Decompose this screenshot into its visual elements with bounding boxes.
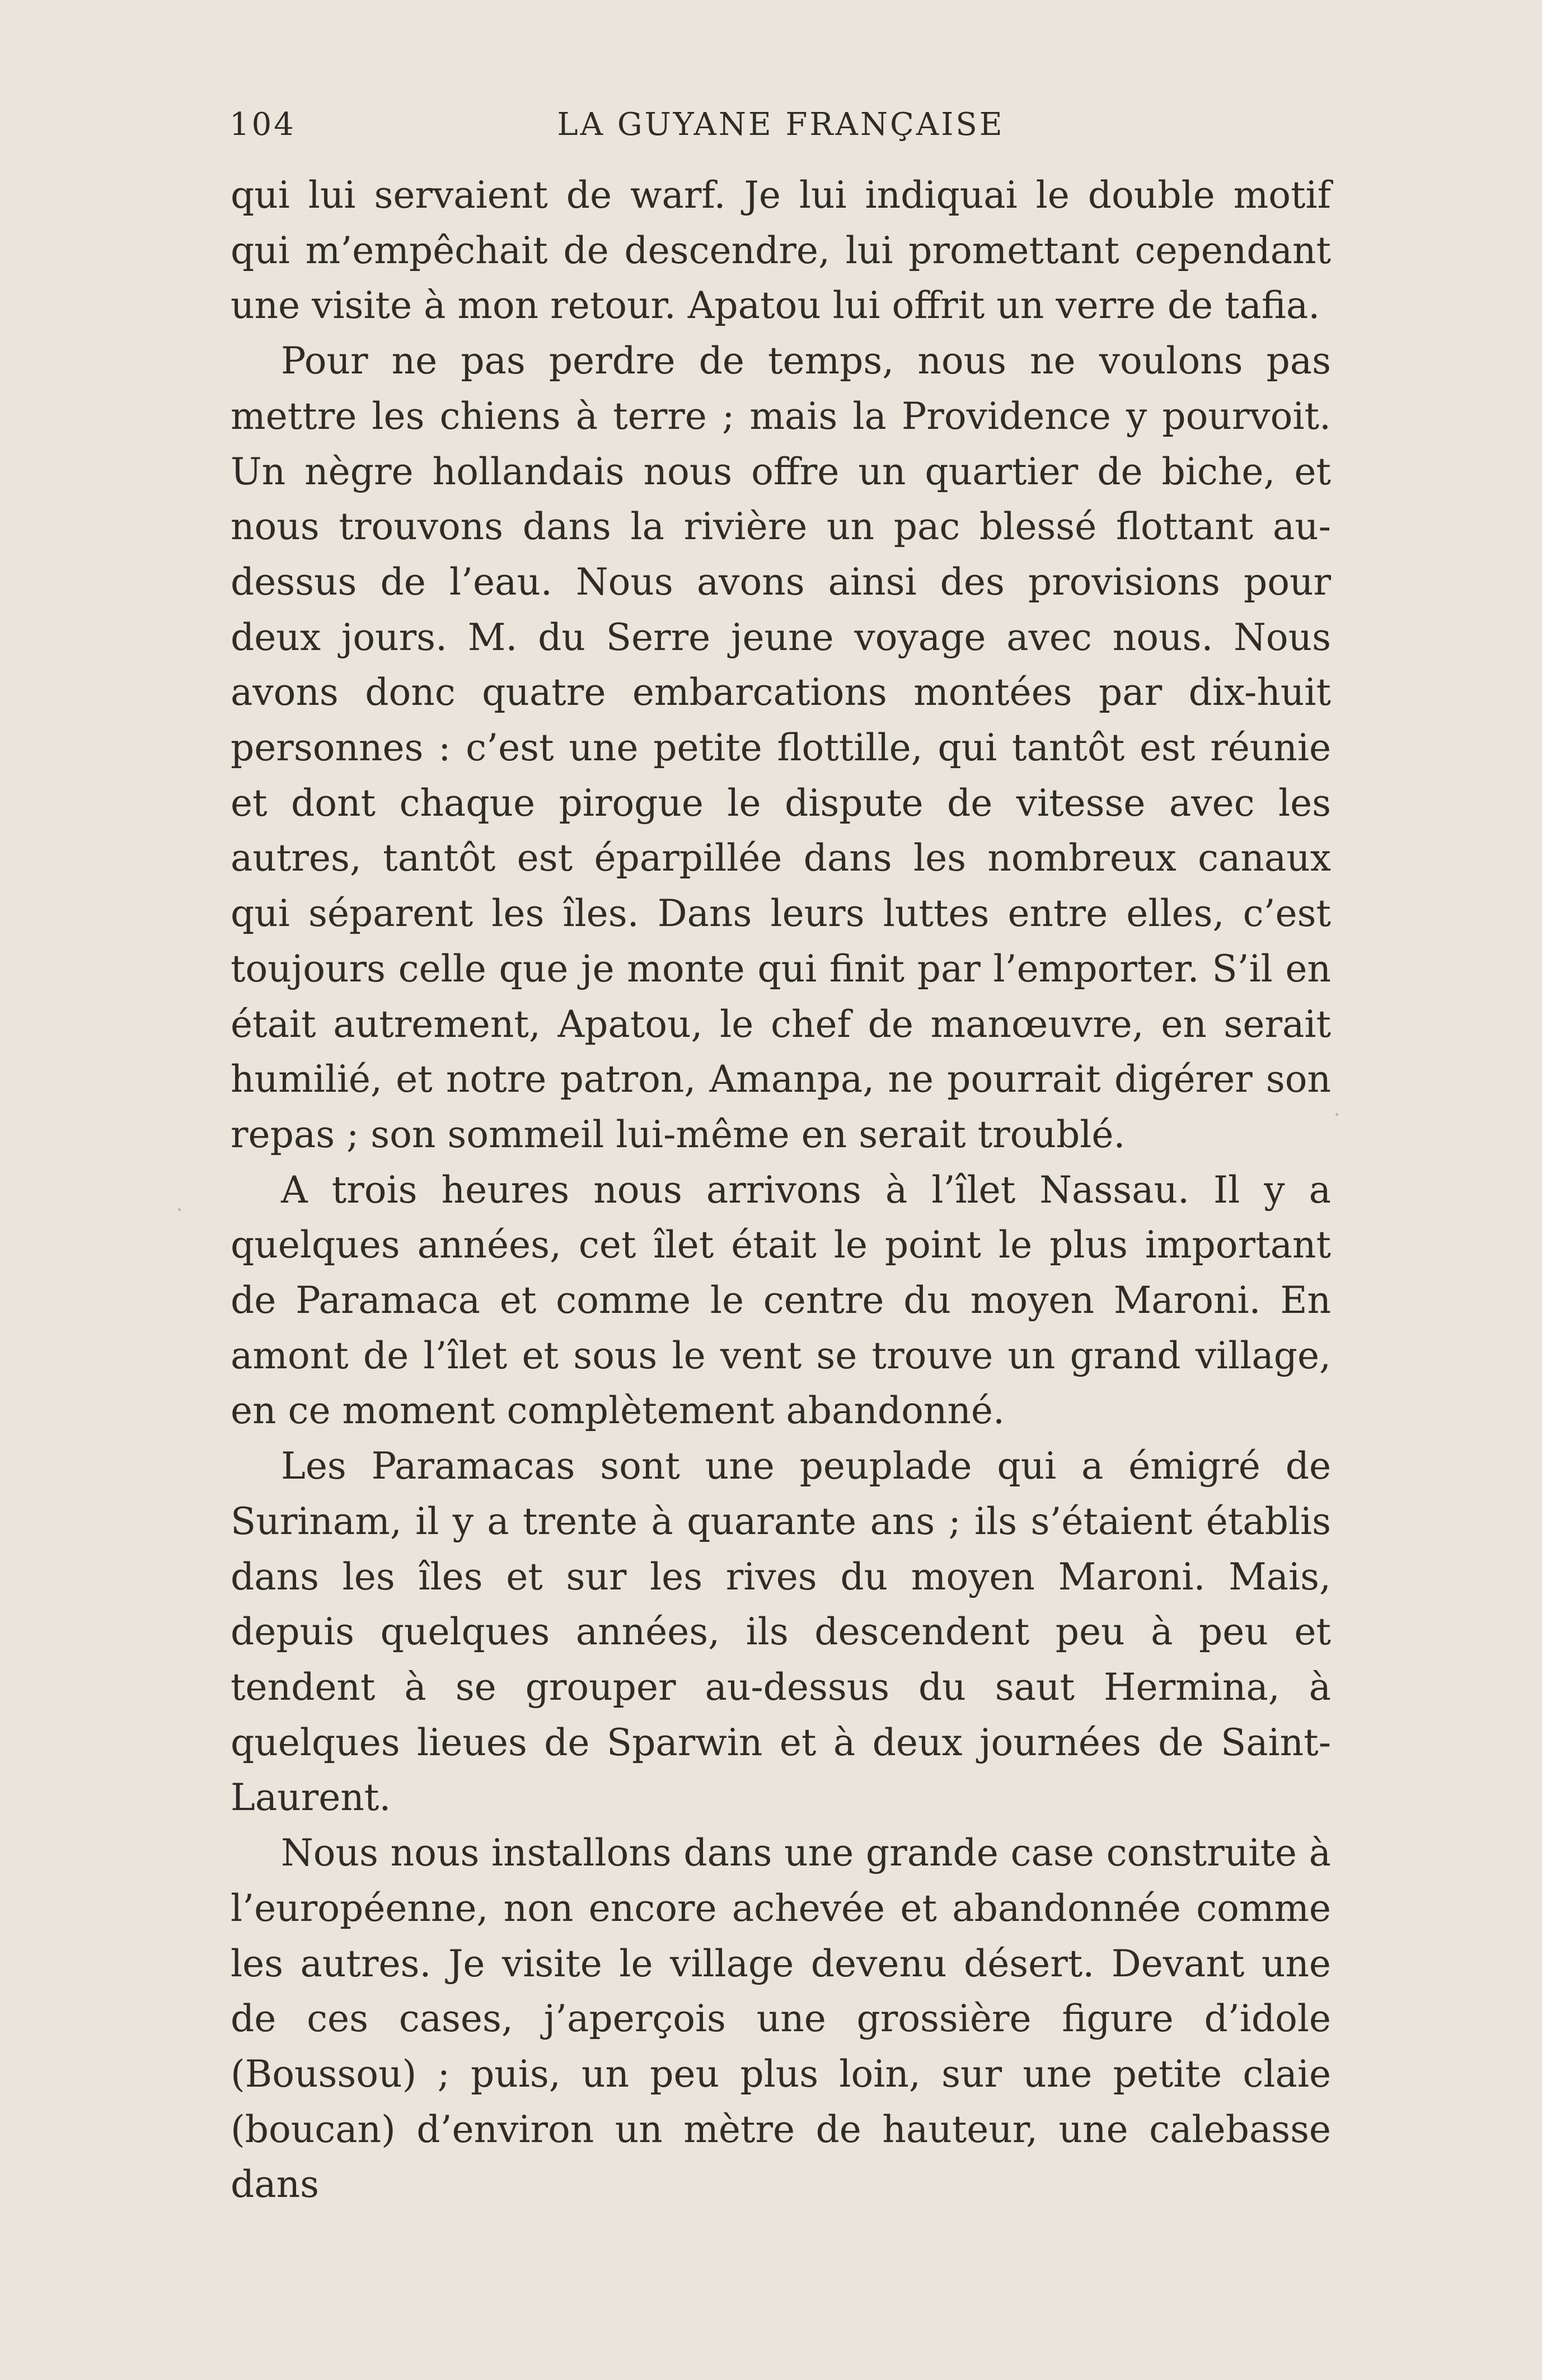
paper-speck [178,1208,181,1211]
paragraph-4: Les Paramacas sont une peuplade qui a émigré de Surinam, il y a trente à quarante ans ; ils s’étaient établis dans les îles et sur les rives du moyen Maroni. Mais, depuis quelques années, ils descendent peu à peu et tendent à se grouper au-dessus du saut Hermina, à quelques lieues de Sparwin et à deux journées de Saint-Laurent. [231,1444,1331,1820]
paragraph-1: qui lui servaient de warf. Je lui indiquai le double motif qui m’empêchait de descendre, lui promettant cependant une visite à mon retour. Apatou lui offrit un verre de tafia. [231,174,1331,328]
paragraph-2: Pour ne pas perdre de temps, nous ne voulons pas mettre les chiens à terre ; mais la Providence y pourvoit. Un nègre hollandais nous offre un quartier de biche, et nous trouvons dans la rivière un pac blessé flottant au-dessus de l’eau. Nous avons ainsi des provisions pour deux jours. M. du Serre jeune voyage avec nous. Nous avons donc quatre embarcations montées par dix-huit personnes : c’est une petite flottille, qui tantôt est réunie et dont chaque pirogue le dispute de vitesse avec les autres, tantôt est éparpillée dans les nombreux canaux qui séparent les îles. Dans leurs luttes entre elles, c’est toujours celle que je monte qui finit par l’emporter. S’il en était autrement, Apatou, le chef de manœuvre, en serait humilié, et notre patron, Amanpa, ne pourrait digérer son repas ; son sommeil lui-même en serait troublé. [231,339,1331,1156]
running-head [229,106,1332,146]
paragraph-3: A trois heures nous arrivons à l’îlet Nassau. Il y a quelques années, cet îlet était le point le plus important de Paramaca et comme le centre du moyen Maroni. En amont de l’îlet et sous le vent se trouve un grand village, en ce moment complètement abandonné. [231,1168,1331,1433]
paper-speck [1335,1113,1338,1116]
paragraph-5: Nous nous installons dans une grande case construite à l’européenne, non encore achevée et abandonnée comme les autres. Je visite le village devenu désert. Devant une de ces cases, j’aperçois une grossière figure d’idole (Boussou) ; puis, un peu plus loin, sur une petite claie (boucan) d’environ un mètre de hauteur, une calebasse dans [231,1831,1331,2206]
page-number: 104 [229,106,296,143]
book-title: LA GUYANE FRANÇAISE [557,106,1005,143]
body-text [231,168,1331,2213]
